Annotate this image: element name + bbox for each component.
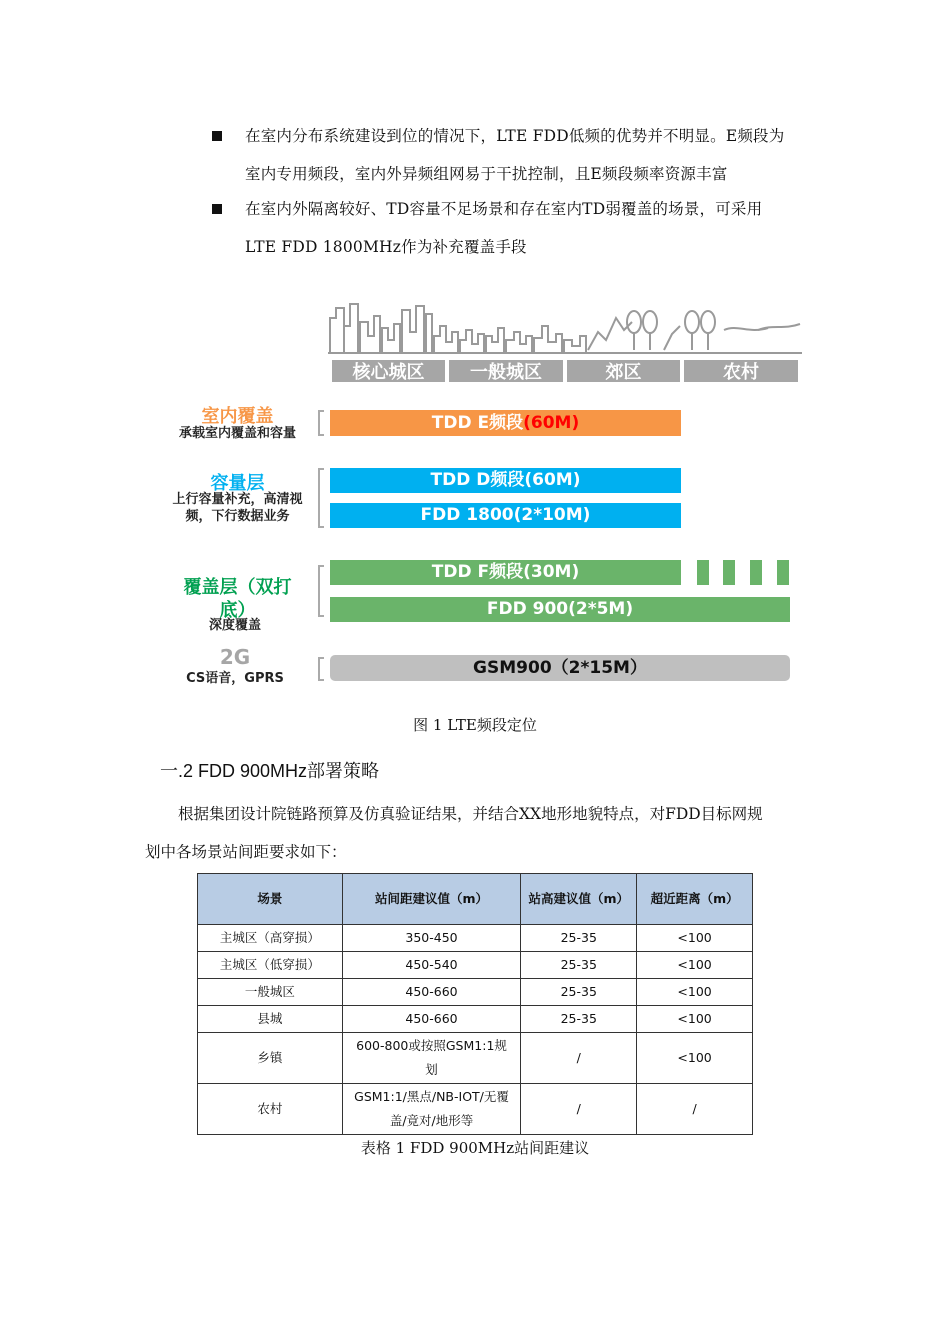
zone-suburban: 郊区	[565, 358, 682, 384]
indoor-layer-title: 室内覆盖	[201, 406, 274, 427]
table-cell: 600-800或按照GSM1:1规划	[342, 1033, 521, 1084]
site-spacing-table	[197, 873, 753, 1135]
table-cell: /	[521, 1033, 637, 1084]
table-cell: 25-35	[521, 952, 637, 979]
zone-core-urban: 核心城区	[330, 358, 447, 384]
table-cell: 450-660	[342, 1006, 521, 1033]
header-site-height: 站高建议值（m）	[521, 874, 637, 925]
table-cell: 农村	[198, 1084, 343, 1135]
table-cell: 主城区（高穿损）	[198, 925, 343, 952]
table-cell: 450-540	[342, 952, 521, 979]
header-site-spacing: 站间距建议值（m）	[342, 874, 521, 925]
table-cell: <100	[637, 1006, 753, 1033]
fdd-900-bar: FDD 900(2*5M)	[330, 597, 790, 622]
table-row	[198, 1084, 753, 1135]
table-cell: 350-450	[342, 925, 521, 952]
tdd-e-bandwidth: (60M)	[523, 413, 580, 433]
paragraph-line-2: 划中各场景站间距要求如下：	[145, 843, 347, 861]
table-row	[198, 925, 753, 952]
capacity-layer-title: 容量层	[210, 473, 265, 494]
bullet-2-line-2: LTE FDD 1800MHz作为补充覆盖手段	[245, 238, 527, 256]
table-row	[198, 979, 753, 1006]
table-cell: <100	[637, 952, 753, 979]
table-row	[198, 1006, 753, 1033]
tdd-f-dash-1	[697, 560, 709, 585]
figure-caption: 图 1 LTE频段定位	[413, 716, 537, 734]
indoor-layer-desc: 承载室内覆盖和容量	[178, 426, 296, 441]
zone-rural	[682, 358, 800, 384]
table-cell: /	[521, 1084, 637, 1135]
tdd-e-label: TDD E频段	[431, 413, 524, 433]
table-row	[198, 1033, 753, 1084]
paragraph-line-1: 根据集团设计院链路预算及仿真验证结果，并结合XX地形地貌特点，对FDD目标网规	[178, 805, 763, 823]
table-header-row	[198, 874, 753, 925]
table-caption: 表格 1 FDD 900MHz站间距建议	[360, 1139, 590, 1157]
fdd-1800-bar: FDD 1800(2*10M)	[330, 503, 681, 528]
section-heading: 一.2 FDD 900MHz部署策略	[160, 761, 380, 781]
gsm900-bar: GSM900（2*15M）	[330, 655, 790, 681]
coverage-brace	[318, 565, 324, 617]
table-cell: 25-35	[521, 1006, 637, 1033]
coverage-layer-title-2: 底）	[219, 600, 256, 621]
bullet-1-line-2: 室内专用频段，室内外异频组网易于干扰控制，且E频段频率资源丰富	[245, 165, 728, 183]
coverage-layer-title-1: 覆盖层（双打	[183, 577, 292, 598]
table-cell: 450-660	[342, 979, 521, 1006]
bullet-1-line-1: 在室内分布系统建设到位的情况下，LTE FDD低频的优势并不明显。E频段为	[245, 127, 785, 145]
table-cell: <100	[637, 979, 753, 1006]
skyline-illustration	[328, 296, 802, 356]
table-cell: GSM1:1/黑点/NB-IOT/无覆盖/竟对/地形等	[342, 1084, 521, 1135]
table-cell: 乡镇	[198, 1033, 343, 1084]
header-scenario: 场景	[198, 874, 343, 925]
table-cell: <100	[637, 925, 753, 952]
zone-general-urban: 一般城区	[447, 358, 565, 384]
table-cell: 主城区（低穿损）	[198, 952, 343, 979]
bullet-marker-2	[212, 204, 222, 214]
g2-layer-title: 2G	[219, 645, 251, 669]
zone-rural-label: 农村	[723, 362, 759, 383]
tdd-f-dash-4	[777, 560, 789, 585]
table-cell: /	[637, 1084, 753, 1135]
tdd-f-dash-2	[723, 560, 735, 585]
indoor-brace	[318, 410, 324, 436]
header-ultra-close: 超近距离（m）	[637, 874, 753, 925]
bullet-marker-1	[212, 131, 222, 141]
capacity-layer-desc-2: 频，下行数据业务	[185, 509, 290, 524]
capacity-layer-desc-1: 上行容量补充，高清视	[172, 492, 303, 507]
table-cell: 25-35	[521, 979, 637, 1006]
table-cell: 县城	[198, 1006, 343, 1033]
tdd-f-bar: TDD F频段(30M)	[330, 560, 681, 585]
coverage-layer-desc: 深度覆盖	[208, 618, 261, 633]
bullet-2-line-1: 在室内外隔离较好、TD容量不足场景和存在室内TD弱覆盖的场景，可采用	[245, 200, 763, 218]
table-cell: 一般城区	[198, 979, 343, 1006]
g2-brace	[318, 657, 324, 681]
tdd-f-dash-3	[750, 560, 762, 585]
tdd-d-bar: TDD D频段(60M)	[330, 468, 681, 493]
table-row	[198, 952, 753, 979]
table-cell: <100	[637, 1033, 753, 1084]
table-cell: 25-35	[521, 925, 637, 952]
tdd-e-bar	[330, 410, 681, 436]
capacity-brace	[318, 468, 324, 528]
g2-layer-desc: CS语音，GPRS	[186, 671, 284, 686]
